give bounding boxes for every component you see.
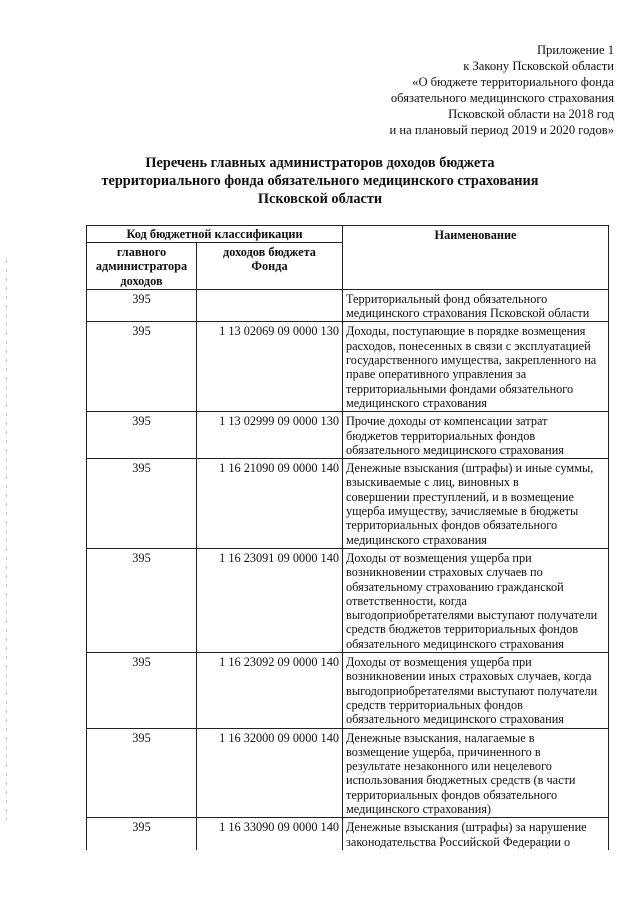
name-line: Территориальный фонд обязательного bbox=[346, 291, 548, 306]
name-cell bbox=[343, 459, 609, 549]
revenue-code-cell: 1 16 32000 09 0000 140 bbox=[197, 728, 343, 818]
name-line: выгодоприобретателями выступают получатели bbox=[346, 608, 598, 623]
name-cell bbox=[343, 289, 609, 322]
name-line: возникновении иных страховых случаев, когда bbox=[346, 669, 592, 684]
name-line: возникновении страховых случаев по bbox=[346, 565, 543, 580]
title-line: территориального фонда обязательного медицинского страхования bbox=[101, 173, 539, 189]
name-line: обязательного медицинского страхования bbox=[346, 442, 564, 457]
name-line: возмещение ущерба, причиненного в bbox=[346, 744, 541, 759]
appendix-line: Псковской области на 2018 год bbox=[448, 107, 614, 121]
header-line: доходов бюджета bbox=[223, 245, 316, 259]
name-line: государственного имущества, закрепленного на bbox=[346, 353, 597, 368]
name-line: территориальных фондов обязательного bbox=[346, 787, 558, 802]
name-line: Денежные взыскания (штрафы) за нарушение bbox=[346, 820, 587, 835]
name-line: выгодоприобретателями выступают получатели bbox=[346, 683, 598, 698]
name-line: медицинского страхования Псковской области bbox=[346, 306, 590, 321]
table-row bbox=[87, 653, 609, 728]
document-title bbox=[0, 154, 640, 208]
name-line: Доходы от возмещения ущерба при bbox=[346, 655, 532, 670]
name-line: праве оперативного управления за bbox=[346, 367, 527, 382]
table-row bbox=[87, 459, 609, 549]
name-line: результате незаконного или нецелевого bbox=[346, 759, 552, 774]
title-line: Псковской области bbox=[257, 191, 383, 207]
scan-edge-mark bbox=[6, 260, 7, 820]
name-line: средств территориальных фондов bbox=[346, 697, 523, 712]
revenue-code-cell: 1 13 02999 09 0000 130 bbox=[197, 412, 343, 459]
name-cell bbox=[343, 728, 609, 818]
table-row bbox=[87, 728, 609, 818]
name-line: Денежные взыскания, налагаемые в bbox=[346, 730, 535, 745]
header-budget-classification-code: Код бюджетной классификации bbox=[87, 226, 343, 243]
name-line: медицинского страхования) bbox=[346, 801, 492, 816]
name-line: Прочие доходы от компенсации затрат bbox=[346, 414, 548, 429]
admin-code-cell: 395 bbox=[87, 653, 197, 728]
table-row bbox=[87, 322, 609, 412]
appendix-line: и на плановый период 2019 и 2020 годов» bbox=[389, 123, 614, 137]
appendix-line: обязательного медицинского страхования bbox=[390, 91, 614, 105]
name-line: использования бюджетных средств (в части bbox=[346, 773, 576, 788]
name-cell bbox=[343, 653, 609, 728]
administrators-table bbox=[86, 225, 609, 850]
admin-code-cell: 395 bbox=[87, 289, 197, 322]
name-line: территориальными фондами обязательного bbox=[346, 381, 574, 396]
admin-code-cell: 395 bbox=[87, 412, 197, 459]
admin-code-cell: 395 bbox=[87, 459, 197, 549]
name-line: совершении преступлений, и в возмещение bbox=[346, 489, 574, 504]
name-line: обязательного медицинского страхования bbox=[346, 712, 564, 727]
name-cell bbox=[343, 412, 609, 459]
revenue-code-cell: 1 16 21090 09 0000 140 bbox=[197, 459, 343, 549]
name-cell bbox=[343, 322, 609, 412]
header-line: администратора bbox=[95, 259, 188, 274]
name-line: расходов, понесенных в связи с эксплуатацией bbox=[346, 338, 591, 353]
appendix-note bbox=[284, 42, 614, 138]
name-cell bbox=[343, 818, 609, 850]
header-chief-administrator bbox=[87, 243, 197, 290]
table-row bbox=[87, 548, 609, 652]
name-line: медицинского страхования bbox=[346, 532, 487, 547]
name-cell bbox=[343, 548, 609, 652]
admin-code-cell: 395 bbox=[87, 728, 197, 818]
name-line: Доходы, поступающие в порядке возмещения bbox=[346, 324, 586, 339]
revenue-code-cell: 1 13 02069 09 0000 130 bbox=[197, 322, 343, 412]
name-line: территориальных фондов обязательного bbox=[346, 518, 558, 533]
header-line: Фонда bbox=[251, 259, 288, 274]
title-line: Перечень главных администраторов доходов бюджета bbox=[145, 155, 495, 171]
admin-code-cell: 395 bbox=[87, 548, 197, 652]
name-line: обязательному страхованию гражданской bbox=[346, 579, 564, 594]
name-line: бюджетов территориальных фондов bbox=[346, 428, 536, 443]
name-line: Денежные взыскания (штрафы) и иные суммы, bbox=[346, 461, 594, 476]
admin-code-cell: 395 bbox=[87, 322, 197, 412]
header-line: главного bbox=[116, 245, 167, 259]
appendix-line: «О бюджете территориального фонда bbox=[412, 75, 614, 89]
name-line: ущерба имуществу, зачисляемые в бюджеты bbox=[346, 504, 579, 519]
revenue-code-cell: 1 16 23092 09 0000 140 bbox=[197, 653, 343, 728]
header-fund-revenue-code bbox=[197, 243, 343, 290]
table-row bbox=[87, 818, 609, 850]
header-line: доходов bbox=[120, 273, 163, 288]
name-line: обязательного медицинского страхования bbox=[346, 636, 564, 651]
appendix-line: к Закону Псковской области bbox=[463, 59, 614, 73]
revenue-code-cell bbox=[197, 289, 343, 322]
name-line: Доходы от возмещения ущерба при bbox=[346, 550, 532, 565]
revenue-code-cell: 1 16 33090 09 0000 140 bbox=[197, 818, 343, 850]
admin-code-cell: 395 bbox=[87, 818, 197, 850]
name-line: ответственности, когда bbox=[346, 593, 467, 608]
appendix-line: Приложение 1 bbox=[536, 43, 614, 57]
table-row bbox=[87, 412, 609, 459]
name-line: медицинского страхования bbox=[346, 395, 487, 410]
revenue-code-cell: 1 16 23091 09 0000 140 bbox=[197, 548, 343, 652]
name-line: взыскиваемые с лиц, виновных в bbox=[346, 475, 519, 490]
name-line: законодательства Российской Федерации о bbox=[346, 834, 571, 849]
table-row bbox=[87, 289, 609, 322]
header-name: Наименование bbox=[343, 226, 609, 290]
name-line: средств бюджетов территориальных фондов bbox=[346, 622, 579, 637]
